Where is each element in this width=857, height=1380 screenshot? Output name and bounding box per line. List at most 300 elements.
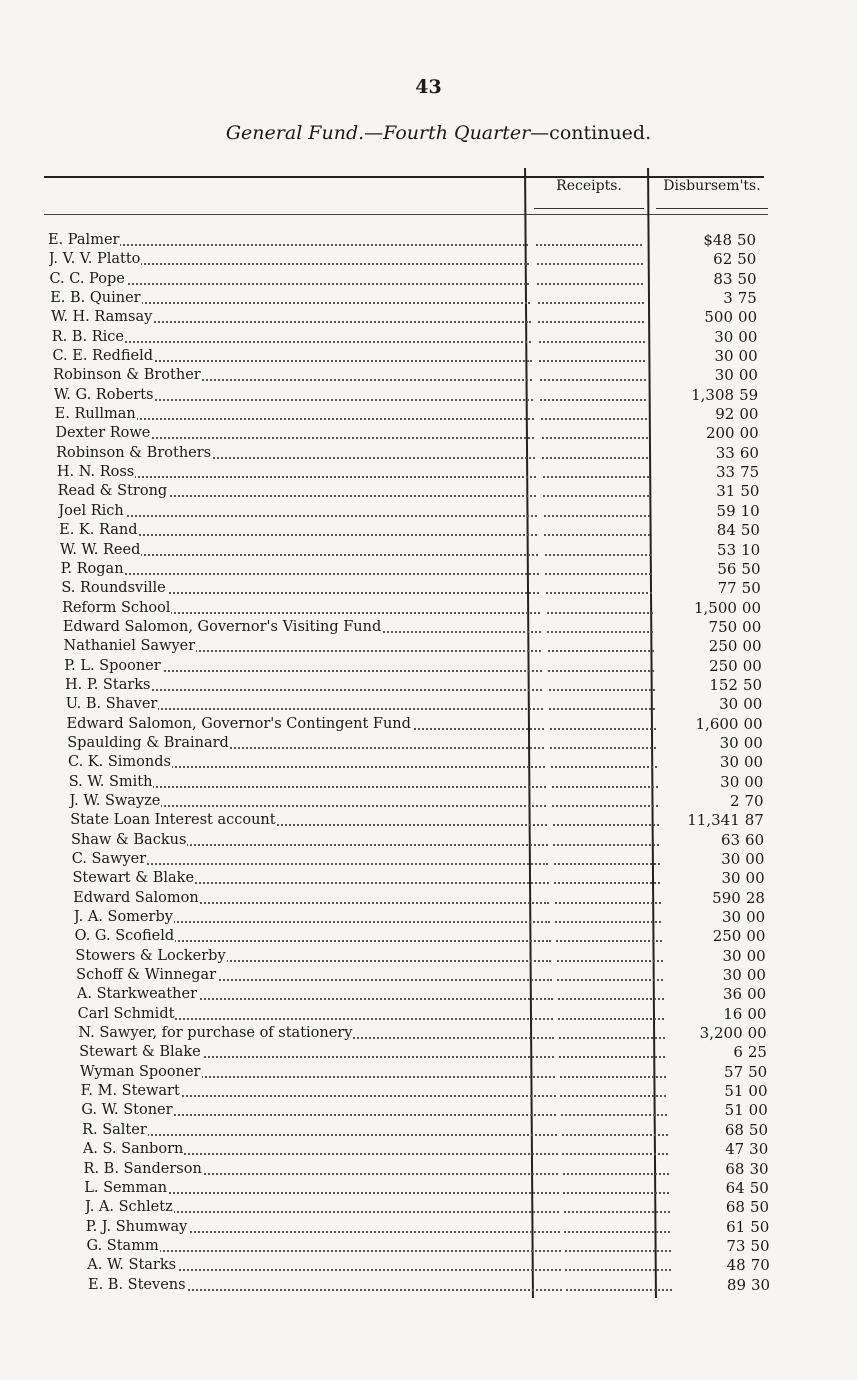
disbursements-column-header: Disbursem'ts.	[663, 178, 761, 194]
payee-name	[64, 637, 542, 656]
table-row	[0, 1256, 857, 1275]
amount-cents: 00	[747, 1024, 767, 1043]
payee-name	[60, 541, 538, 560]
payee-name-text: Spaulding & Brainard	[67, 734, 229, 751]
payee-name	[64, 657, 542, 676]
table-row	[0, 289, 857, 308]
table-row	[0, 1005, 857, 1024]
receipts-cell	[540, 366, 646, 385]
payee-name	[72, 850, 548, 869]
payee-name-text: Edward Salomon, Governor's Contingent Fund	[66, 715, 411, 732]
amount-dollars: 62	[713, 250, 733, 269]
amount-cents: 70	[744, 791, 764, 810]
amount-cents: 50	[737, 250, 757, 269]
receipts-cell	[537, 250, 643, 269]
payee-name	[81, 1082, 556, 1101]
amount-cents: 00	[741, 598, 762, 617]
receipts-cell	[560, 1063, 666, 1082]
receipts-cell	[564, 1198, 670, 1217]
receipts-cell	[554, 869, 660, 888]
payee-name-text: S. Roundsville	[61, 580, 166, 597]
payee-name-text: Joel Rich	[58, 502, 124, 519]
receipts-cell	[547, 618, 653, 637]
table-row	[0, 1121, 857, 1140]
receipts-cell	[542, 424, 648, 443]
table-row	[0, 947, 857, 966]
table-row	[0, 250, 857, 269]
amount-dollars: 30	[714, 347, 734, 366]
payee-name-text: C. E. Redfield	[52, 348, 153, 365]
payee-name-text: U. B. Shaver	[65, 696, 158, 713]
amount-dollars: 30	[722, 946, 742, 965]
amount-dollars: 53	[717, 540, 737, 559]
amount-cents: 00	[739, 424, 759, 443]
amount-dollars: 68	[725, 1159, 745, 1178]
payee-name	[68, 753, 545, 772]
receipts-cell	[542, 444, 648, 463]
payee-name-text: J. A. Somerby	[73, 909, 173, 926]
receipts-cell	[553, 811, 659, 830]
payee-name-text: E. B. Quiner	[50, 290, 141, 307]
receipts-cell	[556, 927, 662, 946]
payee-name-text: R. B. Rice	[51, 328, 124, 345]
amount-cents: 50	[741, 559, 761, 578]
payee-name	[69, 773, 546, 792]
amount-cents: 50	[737, 231, 757, 249]
payee-name	[67, 734, 544, 753]
amount-dollars: 56	[717, 559, 737, 578]
amount-dollars: 3	[723, 289, 733, 308]
amount-cents: 87	[744, 811, 764, 830]
receipts-cell	[555, 908, 661, 927]
payee-name-text: Shaw & Backus	[70, 831, 187, 848]
amount-cents: 00	[738, 366, 758, 385]
amount-dollars: 750	[708, 617, 738, 636]
amount-dollars: 51	[724, 1082, 744, 1101]
amount-dollars: 92	[715, 405, 735, 424]
amount-dollars: 500	[704, 308, 734, 327]
payee-name-text: A. S. Sanborn	[82, 1141, 184, 1158]
payee-name-text: A. W. Starks	[87, 1257, 177, 1274]
amount-dollars: 30	[721, 869, 741, 888]
receipts-cell	[554, 850, 660, 869]
payee-name-text: Edward Salomon	[73, 889, 199, 906]
amount-dollars: 33	[715, 443, 735, 462]
table-row	[0, 599, 857, 618]
payee-name	[84, 1160, 559, 1179]
payee-name-text: R. Salter	[82, 1121, 147, 1138]
table-row	[0, 618, 857, 637]
payee-name-text: Stewart & Blake	[72, 870, 195, 887]
title-dash: —	[364, 122, 384, 144]
receipts-cell	[559, 1024, 665, 1043]
payee-name-text: State Loan Interest account	[70, 812, 276, 829]
receipts-cell	[549, 695, 655, 714]
amount-cents: 00	[747, 985, 767, 1004]
table-row	[0, 405, 857, 424]
amount-dollars: 30	[719, 753, 739, 772]
payee-name	[50, 289, 530, 308]
table-row	[0, 1179, 857, 1198]
payee-name-text: E. Palmer	[48, 232, 120, 248]
payee-name-text: F. M. Stewart	[80, 1083, 180, 1100]
amount-cents: 00	[748, 1082, 768, 1101]
payee-name	[88, 1276, 562, 1295]
receipts-header-underline	[534, 208, 644, 209]
table-row	[0, 521, 857, 540]
payee-name-text: Dexter Rowe	[55, 425, 151, 442]
payee-name-text: Stowers & Lockerby	[75, 947, 226, 964]
table-row	[0, 1024, 857, 1043]
amount-dollars: 30	[719, 733, 739, 752]
amount-cents: 50	[742, 675, 763, 694]
amount-cents: 60	[745, 830, 765, 849]
table-row	[0, 502, 857, 521]
amount-dollars: 590	[712, 888, 741, 907]
amount-cents: 50	[750, 1217, 770, 1236]
payee-name	[76, 966, 552, 985]
payee-name	[75, 947, 551, 966]
receipts-cell	[538, 308, 644, 327]
table-row	[0, 560, 857, 579]
payee-name-text: Read & Strong	[57, 483, 168, 500]
table-row	[0, 366, 857, 385]
amount-cents: 50	[737, 269, 757, 288]
amount-dollars: 30	[720, 772, 740, 791]
receipts-cell	[552, 773, 658, 792]
amount-cents: 30	[749, 1159, 769, 1178]
payee-name	[74, 908, 550, 927]
amount-cents: 00	[747, 1004, 767, 1023]
amount-dollars: 57	[724, 1062, 744, 1081]
disbursements-header-underline	[656, 208, 768, 209]
amount-dollars: 30	[719, 695, 739, 714]
amount-dollars: 77	[717, 579, 737, 598]
amount-dollars: 250	[708, 637, 738, 656]
payee-name	[53, 366, 532, 385]
payee-name	[49, 270, 529, 289]
table-row	[0, 792, 857, 811]
amount-dollars: 1,308	[691, 385, 735, 404]
amount-cents: 50	[740, 521, 760, 540]
amount-cents: 30	[749, 1140, 769, 1159]
amount-dollars: $48	[703, 231, 732, 249]
payee-name	[58, 502, 536, 521]
receipts-cell	[565, 1256, 671, 1275]
amount-cents: 00	[745, 869, 765, 888]
amount-dollars: 84	[716, 521, 736, 540]
table-row	[0, 424, 857, 443]
amount-cents: 00	[746, 966, 766, 985]
receipts-cell	[543, 463, 649, 482]
table-row	[0, 715, 857, 734]
receipts-cell	[539, 347, 645, 366]
receipts-cell	[546, 579, 652, 598]
table-row	[0, 308, 857, 327]
payee-name	[58, 482, 537, 501]
payee-name-text: W. G. Roberts	[53, 386, 154, 403]
payee-name-text: P. Rogan	[60, 560, 124, 577]
table-row	[0, 657, 857, 676]
amount-cents: 00	[738, 327, 758, 346]
amount-dollars: 30	[721, 908, 742, 927]
receipts-cell	[544, 521, 650, 540]
payee-name	[78, 1024, 553, 1043]
amount-cents: 00	[745, 850, 765, 868]
payee-name	[66, 695, 543, 714]
amount-cents: 50	[749, 1198, 770, 1217]
amount-cents: 00	[742, 656, 762, 675]
amount-cents: 50	[750, 1236, 770, 1255]
receipts-cell	[558, 1005, 664, 1024]
payee-name-text: Edward Salomon, Governor's Visiting Fund	[62, 618, 382, 635]
receipts-cell	[553, 831, 659, 850]
amount-cents: 00	[746, 908, 766, 927]
payee-name-text: C. K. Simonds	[68, 754, 171, 771]
table-row	[0, 637, 857, 656]
amount-dollars: 30	[721, 850, 741, 868]
payee-name-text: L. Semman	[84, 1179, 168, 1196]
table-row	[0, 1101, 857, 1120]
amount-cents: 00	[748, 1101, 768, 1120]
amount-cents: 00	[738, 347, 758, 366]
payee-name-text: E. B. Stevens	[88, 1276, 186, 1293]
amount-cents: 25	[747, 1043, 767, 1062]
table-row	[0, 541, 857, 560]
payee-name	[61, 560, 539, 579]
payee-name	[79, 1043, 554, 1062]
amount-cents: 00	[742, 617, 762, 636]
amount-dollars: 1,500	[693, 598, 737, 617]
amount-cents: 00	[739, 405, 759, 424]
table-row	[0, 695, 857, 714]
table-row	[0, 1218, 857, 1237]
receipts-cell	[541, 405, 647, 424]
amount-cents: 00	[746, 946, 766, 965]
table-row	[0, 444, 857, 463]
amount-dollars: 89	[726, 1275, 746, 1294]
payee-name-text: Stewart & Blake	[79, 1044, 201, 1061]
receipts-cell	[560, 1082, 666, 1101]
payee-name-text: C. Sawyer	[71, 851, 147, 867]
amount-dollars: 68	[724, 1120, 744, 1139]
payee-name	[48, 231, 528, 250]
table-row	[0, 850, 857, 869]
payee-name-text: J. W. Swayze	[69, 792, 161, 809]
payee-name	[70, 811, 547, 830]
receipts-cell	[557, 966, 663, 985]
amount-dollars: 61	[726, 1217, 746, 1236]
amount-dollars: 30	[722, 966, 742, 985]
receipts-cell	[548, 657, 654, 676]
table-row	[0, 482, 857, 501]
receipts-cell	[545, 560, 651, 579]
payee-name-text: W. W. Reed	[59, 541, 141, 558]
payee-name-text: H. P. Starks	[65, 676, 151, 693]
receipts-cell	[537, 270, 643, 289]
receipts-cell	[539, 328, 645, 347]
table-row	[0, 347, 857, 366]
amount-cents: 59	[739, 385, 759, 404]
payee-name	[59, 521, 537, 540]
amount-dollars: 250	[712, 927, 742, 946]
table-row	[0, 927, 857, 946]
table-row	[0, 676, 857, 695]
receipts-cell	[564, 1218, 670, 1237]
amount-dollars: 11,341	[687, 811, 740, 830]
amount-dollars: 73	[726, 1236, 746, 1255]
title-part-continued: —continued.	[530, 122, 652, 144]
amount-cents: 10	[741, 540, 761, 559]
payee-name	[56, 444, 535, 463]
payee-name	[54, 386, 533, 405]
receipts-cell	[552, 792, 658, 811]
payee-name	[51, 308, 531, 327]
payee-name-text: W. H. Ramsay	[50, 309, 153, 326]
amount-cents: 50	[748, 1120, 769, 1139]
amount-cents: 00	[743, 695, 763, 714]
amount-dollars: 250	[709, 656, 738, 675]
receipts-cell	[562, 1140, 668, 1159]
amount-cents: 00	[738, 308, 758, 327]
amount-cents: 75	[737, 289, 757, 308]
payee-name-text: H. N. Ross	[56, 464, 135, 481]
receipts-cell	[545, 541, 651, 560]
receipts-column-header: Receipts.	[556, 178, 622, 194]
payee-name	[86, 1218, 560, 1237]
receipts-cell	[565, 1237, 671, 1256]
receipts-cell	[544, 502, 650, 521]
payee-name-text: Wyman Spooner	[79, 1063, 201, 1080]
payee-name-text: N. Sawyer, for purchase of stationery	[78, 1025, 353, 1042]
ledger-rows	[0, 231, 857, 1295]
receipts-cell	[550, 734, 656, 753]
payee-name-text: S. W. Smith	[68, 773, 153, 790]
amount-dollars: 83	[713, 269, 733, 288]
amount-cents: 50	[749, 1178, 769, 1197]
amount-dollars: 6	[733, 1043, 743, 1062]
receipts-cell	[543, 482, 649, 501]
amount-dollars: 152	[709, 675, 738, 694]
payee-name-text: Nathaniel Sawyer	[63, 638, 196, 655]
receipts-cell	[549, 676, 655, 695]
table-header-rule	[44, 214, 768, 215]
receipts-cell	[555, 889, 661, 908]
amount-dollars: 48	[726, 1256, 746, 1275]
amount-cents: 00	[746, 927, 766, 946]
table-row	[0, 908, 857, 927]
amount-dollars: 36	[723, 985, 743, 1004]
payee-name-text: G. W. Stoner	[81, 1102, 173, 1119]
payee-name	[84, 1179, 559, 1198]
payee-name	[82, 1121, 557, 1140]
page-number: 43	[415, 76, 442, 98]
table-row	[0, 889, 857, 908]
table-row	[0, 753, 857, 772]
receipts-cell	[558, 985, 664, 1004]
amount-cents: 10	[740, 501, 760, 520]
amount-cents: 00	[744, 772, 764, 791]
payee-name-text: Robinson & Brother	[53, 367, 201, 384]
receipts-cell	[540, 386, 646, 405]
table-row	[0, 734, 857, 753]
payee-name-text: Carl Schmidt	[77, 1005, 175, 1022]
payee-name	[81, 1101, 556, 1120]
receipts-cell	[566, 1276, 672, 1295]
payee-name	[62, 599, 540, 618]
payee-name	[49, 250, 529, 269]
table-row	[0, 1140, 857, 1159]
amount-dollars: 63	[720, 830, 741, 849]
amount-cents: 00	[743, 714, 763, 733]
payee-name	[83, 1140, 558, 1159]
table-row	[0, 1063, 857, 1082]
payee-name	[67, 715, 544, 734]
table-row	[0, 1237, 857, 1256]
amount-cents: 00	[742, 637, 762, 656]
payee-name-text: O. G. Scofield	[74, 928, 175, 945]
receipts-cell	[538, 289, 644, 308]
amount-cents: 28	[745, 888, 765, 907]
table-row	[0, 773, 857, 792]
table-row	[0, 270, 857, 289]
amount-dollars: 64	[725, 1178, 745, 1197]
receipts-cell	[561, 1101, 667, 1120]
amount-dollars: 51	[724, 1101, 744, 1120]
amount-dollars: 1,600	[695, 714, 739, 733]
amount-cents: 50	[740, 482, 760, 501]
table-row	[0, 386, 857, 405]
receipts-cell	[563, 1160, 669, 1179]
amount-cents: 70	[750, 1256, 770, 1275]
table-row	[0, 231, 857, 250]
payee-name	[52, 328, 531, 347]
receipts-cell	[536, 231, 642, 250]
table-row	[0, 1043, 857, 1062]
payee-name-text: J. V. V. Platto	[48, 251, 141, 268]
payee-name-text: A. Starkweather	[76, 986, 198, 1003]
payee-name	[55, 424, 534, 443]
table-row	[0, 579, 857, 598]
table-row	[0, 869, 857, 888]
payee-name	[87, 1237, 561, 1256]
receipts-cell	[559, 1043, 665, 1062]
amount-dollars: 200	[705, 424, 735, 443]
payee-name	[69, 792, 546, 811]
payee-name-text: E. K. Rand	[59, 522, 138, 539]
receipts-cell	[557, 947, 663, 966]
payee-name	[71, 831, 548, 850]
amount-cents: 60	[739, 443, 759, 462]
payee-name	[52, 347, 531, 366]
amount-cents: 00	[743, 733, 763, 752]
amount-dollars: 16	[723, 1004, 743, 1023]
payee-name	[75, 927, 551, 946]
payee-name-text: Robinson & Brothers	[56, 444, 212, 461]
amount-cents: 50	[748, 1062, 768, 1081]
payee-name-text: G. Stamm	[86, 1237, 159, 1254]
payee-name	[55, 405, 534, 424]
payee-name-text: Schoff & Winnegar	[76, 967, 217, 984]
title-part-quarter: Fourth Quarter	[383, 122, 531, 144]
receipts-cell	[551, 753, 657, 772]
payee-name-text: P. J. Shumway	[85, 1218, 188, 1235]
amount-cents: 50	[741, 579, 761, 598]
amount-dollars: 33	[716, 463, 736, 482]
amount-dollars: 68	[725, 1198, 745, 1217]
amount-dollars: 3,200	[699, 1024, 743, 1043]
receipts-cell	[562, 1121, 668, 1140]
